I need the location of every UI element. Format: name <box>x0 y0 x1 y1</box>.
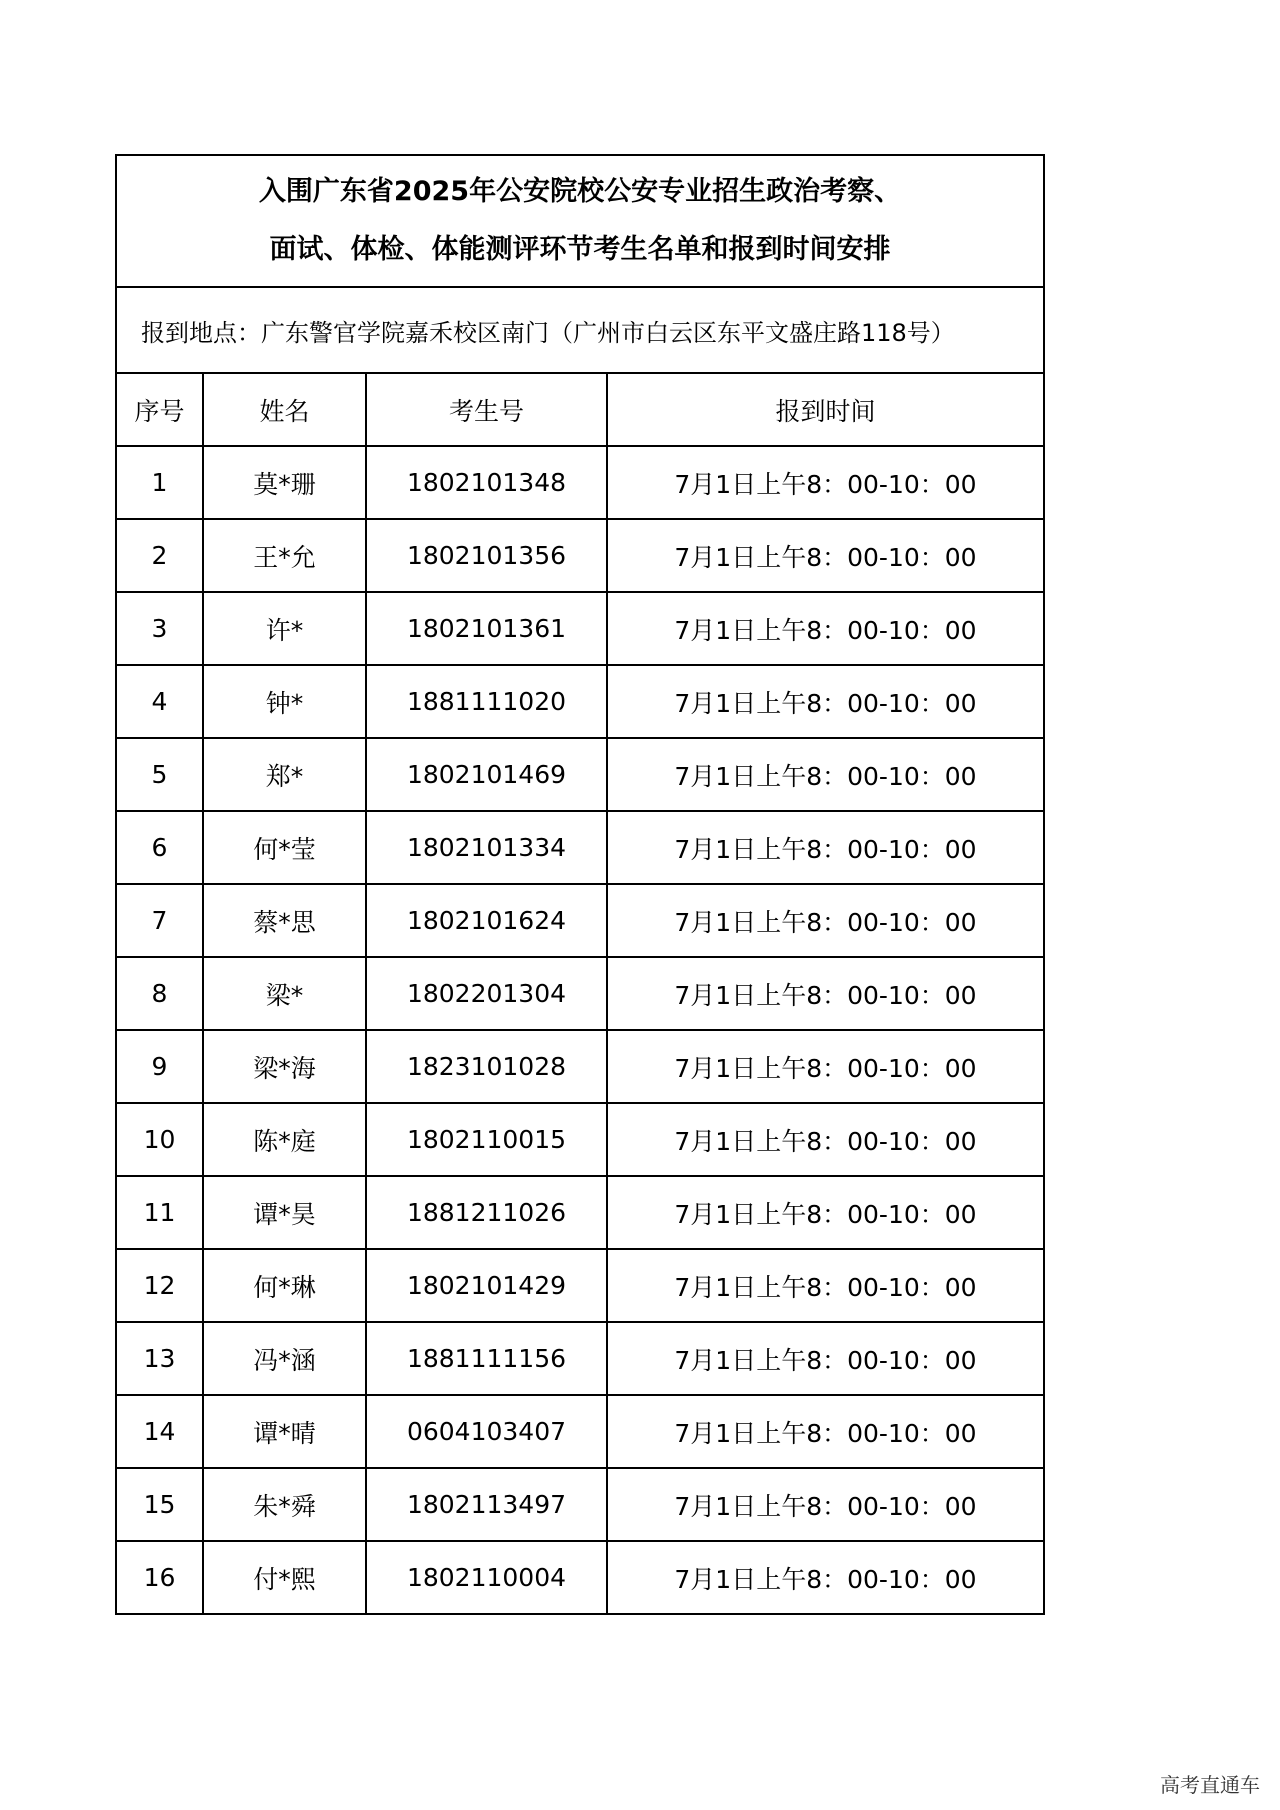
table-row <box>117 1249 1043 1322</box>
cell-exam-number: 1802110015 <box>366 1103 607 1176</box>
table-header-row <box>117 374 1043 446</box>
cell-index: 15 <box>117 1468 203 1541</box>
cell-exam-number: 1802101429 <box>366 1249 607 1322</box>
cell-name: 朱*舜 <box>203 1468 366 1541</box>
table-body <box>117 446 1043 1613</box>
cell-report-time: 7月1日上午8：00-10：00 <box>607 1468 1043 1541</box>
cell-index: 4 <box>117 665 203 738</box>
cell-exam-number: 1802110004 <box>366 1541 607 1613</box>
header-index: 序号 <box>117 374 203 446</box>
cell-index: 8 <box>117 957 203 1030</box>
cell-report-time: 7月1日上午8：00-10：00 <box>607 1103 1043 1176</box>
table-row <box>117 1541 1043 1613</box>
cell-exam-number: 1881111020 <box>366 665 607 738</box>
cell-report-time: 7月1日上午8：00-10：00 <box>607 1322 1043 1395</box>
cell-name: 冯*涵 <box>203 1322 366 1395</box>
cell-report-time: 7月1日上午8：00-10：00 <box>607 592 1043 665</box>
watermark: 高考直通车 <box>1160 1773 1260 1797</box>
cell-name: 梁*海 <box>203 1030 366 1103</box>
cell-name: 王*允 <box>203 519 366 592</box>
cell-report-time: 7月1日上午8：00-10：00 <box>607 1395 1043 1468</box>
cell-report-time: 7月1日上午8：00-10：00 <box>607 446 1043 519</box>
header-name: 姓名 <box>203 374 366 446</box>
table-row <box>117 1395 1043 1468</box>
table-row <box>117 446 1043 519</box>
cell-index: 2 <box>117 519 203 592</box>
cell-exam-number: 1802101469 <box>366 738 607 811</box>
table-row <box>117 884 1043 957</box>
header-exam-number: 考生号 <box>366 374 607 446</box>
cell-exam-number: 1802101334 <box>366 811 607 884</box>
cell-exam-number: 1823101028 <box>366 1030 607 1103</box>
cell-report-time: 7月1日上午8：00-10：00 <box>607 519 1043 592</box>
cell-index: 14 <box>117 1395 203 1468</box>
table-row <box>117 1322 1043 1395</box>
cell-index: 3 <box>117 592 203 665</box>
title-line-1: 入围广东省2025年公安院校公安专业招生政治考察、 <box>258 176 902 207</box>
table-row <box>117 1030 1043 1103</box>
cell-exam-number: 1802101348 <box>366 446 607 519</box>
table-row <box>117 738 1043 811</box>
cell-index: 16 <box>117 1541 203 1613</box>
cell-report-time: 7月1日上午8：00-10：00 <box>607 1249 1043 1322</box>
table-row <box>117 519 1043 592</box>
cell-report-time: 7月1日上午8：00-10：00 <box>607 1176 1043 1249</box>
cell-name: 何*莹 <box>203 811 366 884</box>
cell-index: 10 <box>117 1103 203 1176</box>
cell-index: 12 <box>117 1249 203 1322</box>
cell-exam-number: 1881111156 <box>366 1322 607 1395</box>
cell-name: 许* <box>203 592 366 665</box>
cell-exam-number: 1802113497 <box>366 1468 607 1541</box>
table-row <box>117 665 1043 738</box>
report-location: 报到地点：广东警官学院嘉禾校区南门（广州市白云区东平文盛庄路118号） <box>117 288 1043 374</box>
title-line-2: 面试、体检、体能测评环节考生名单和报到时间安排 <box>269 234 891 265</box>
cell-name: 何*琳 <box>203 1249 366 1322</box>
document-title <box>117 156 1043 288</box>
table-row <box>117 1103 1043 1176</box>
table-row <box>117 592 1043 665</box>
cell-index: 9 <box>117 1030 203 1103</box>
cell-index: 5 <box>117 738 203 811</box>
table-row <box>117 1468 1043 1541</box>
candidate-list-sheet <box>115 154 1045 1615</box>
cell-exam-number: 1881211026 <box>366 1176 607 1249</box>
cell-report-time: 7月1日上午8：00-10：00 <box>607 811 1043 884</box>
cell-report-time: 7月1日上午8：00-10：00 <box>607 738 1043 811</box>
cell-name: 梁* <box>203 957 366 1030</box>
table-row <box>117 957 1043 1030</box>
cell-name: 谭*昊 <box>203 1176 366 1249</box>
cell-exam-number: 1802101361 <box>366 592 607 665</box>
cell-index: 13 <box>117 1322 203 1395</box>
cell-index: 1 <box>117 446 203 519</box>
cell-report-time: 7月1日上午8：00-10：00 <box>607 957 1043 1030</box>
cell-name: 莫*珊 <box>203 446 366 519</box>
cell-exam-number: 1802101624 <box>366 884 607 957</box>
cell-exam-number: 1802201304 <box>366 957 607 1030</box>
cell-index: 7 <box>117 884 203 957</box>
cell-name: 陈*庭 <box>203 1103 366 1176</box>
cell-index: 11 <box>117 1176 203 1249</box>
cell-report-time: 7月1日上午8：00-10：00 <box>607 884 1043 957</box>
cell-report-time: 7月1日上午8：00-10：00 <box>607 1030 1043 1103</box>
table-row <box>117 1176 1043 1249</box>
cell-name: 郑* <box>203 738 366 811</box>
table-row <box>117 811 1043 884</box>
cell-exam-number: 1802101356 <box>366 519 607 592</box>
cell-report-time: 7月1日上午8：00-10：00 <box>674 1564 977 1594</box>
cell-index: 6 <box>117 811 203 884</box>
cell-exam-number: 0604103407 <box>366 1395 607 1468</box>
cell-name: 钟* <box>203 665 366 738</box>
header-report-time: 报到时间 <box>607 374 1043 446</box>
cell-name: 谭*晴 <box>203 1395 366 1468</box>
cell-report-time: 7月1日上午8：00-10：00 <box>607 665 1043 738</box>
cell-name: 蔡*思 <box>203 884 366 957</box>
cell-name: 付*熙 <box>203 1541 366 1613</box>
candidate-table <box>117 374 1043 1613</box>
